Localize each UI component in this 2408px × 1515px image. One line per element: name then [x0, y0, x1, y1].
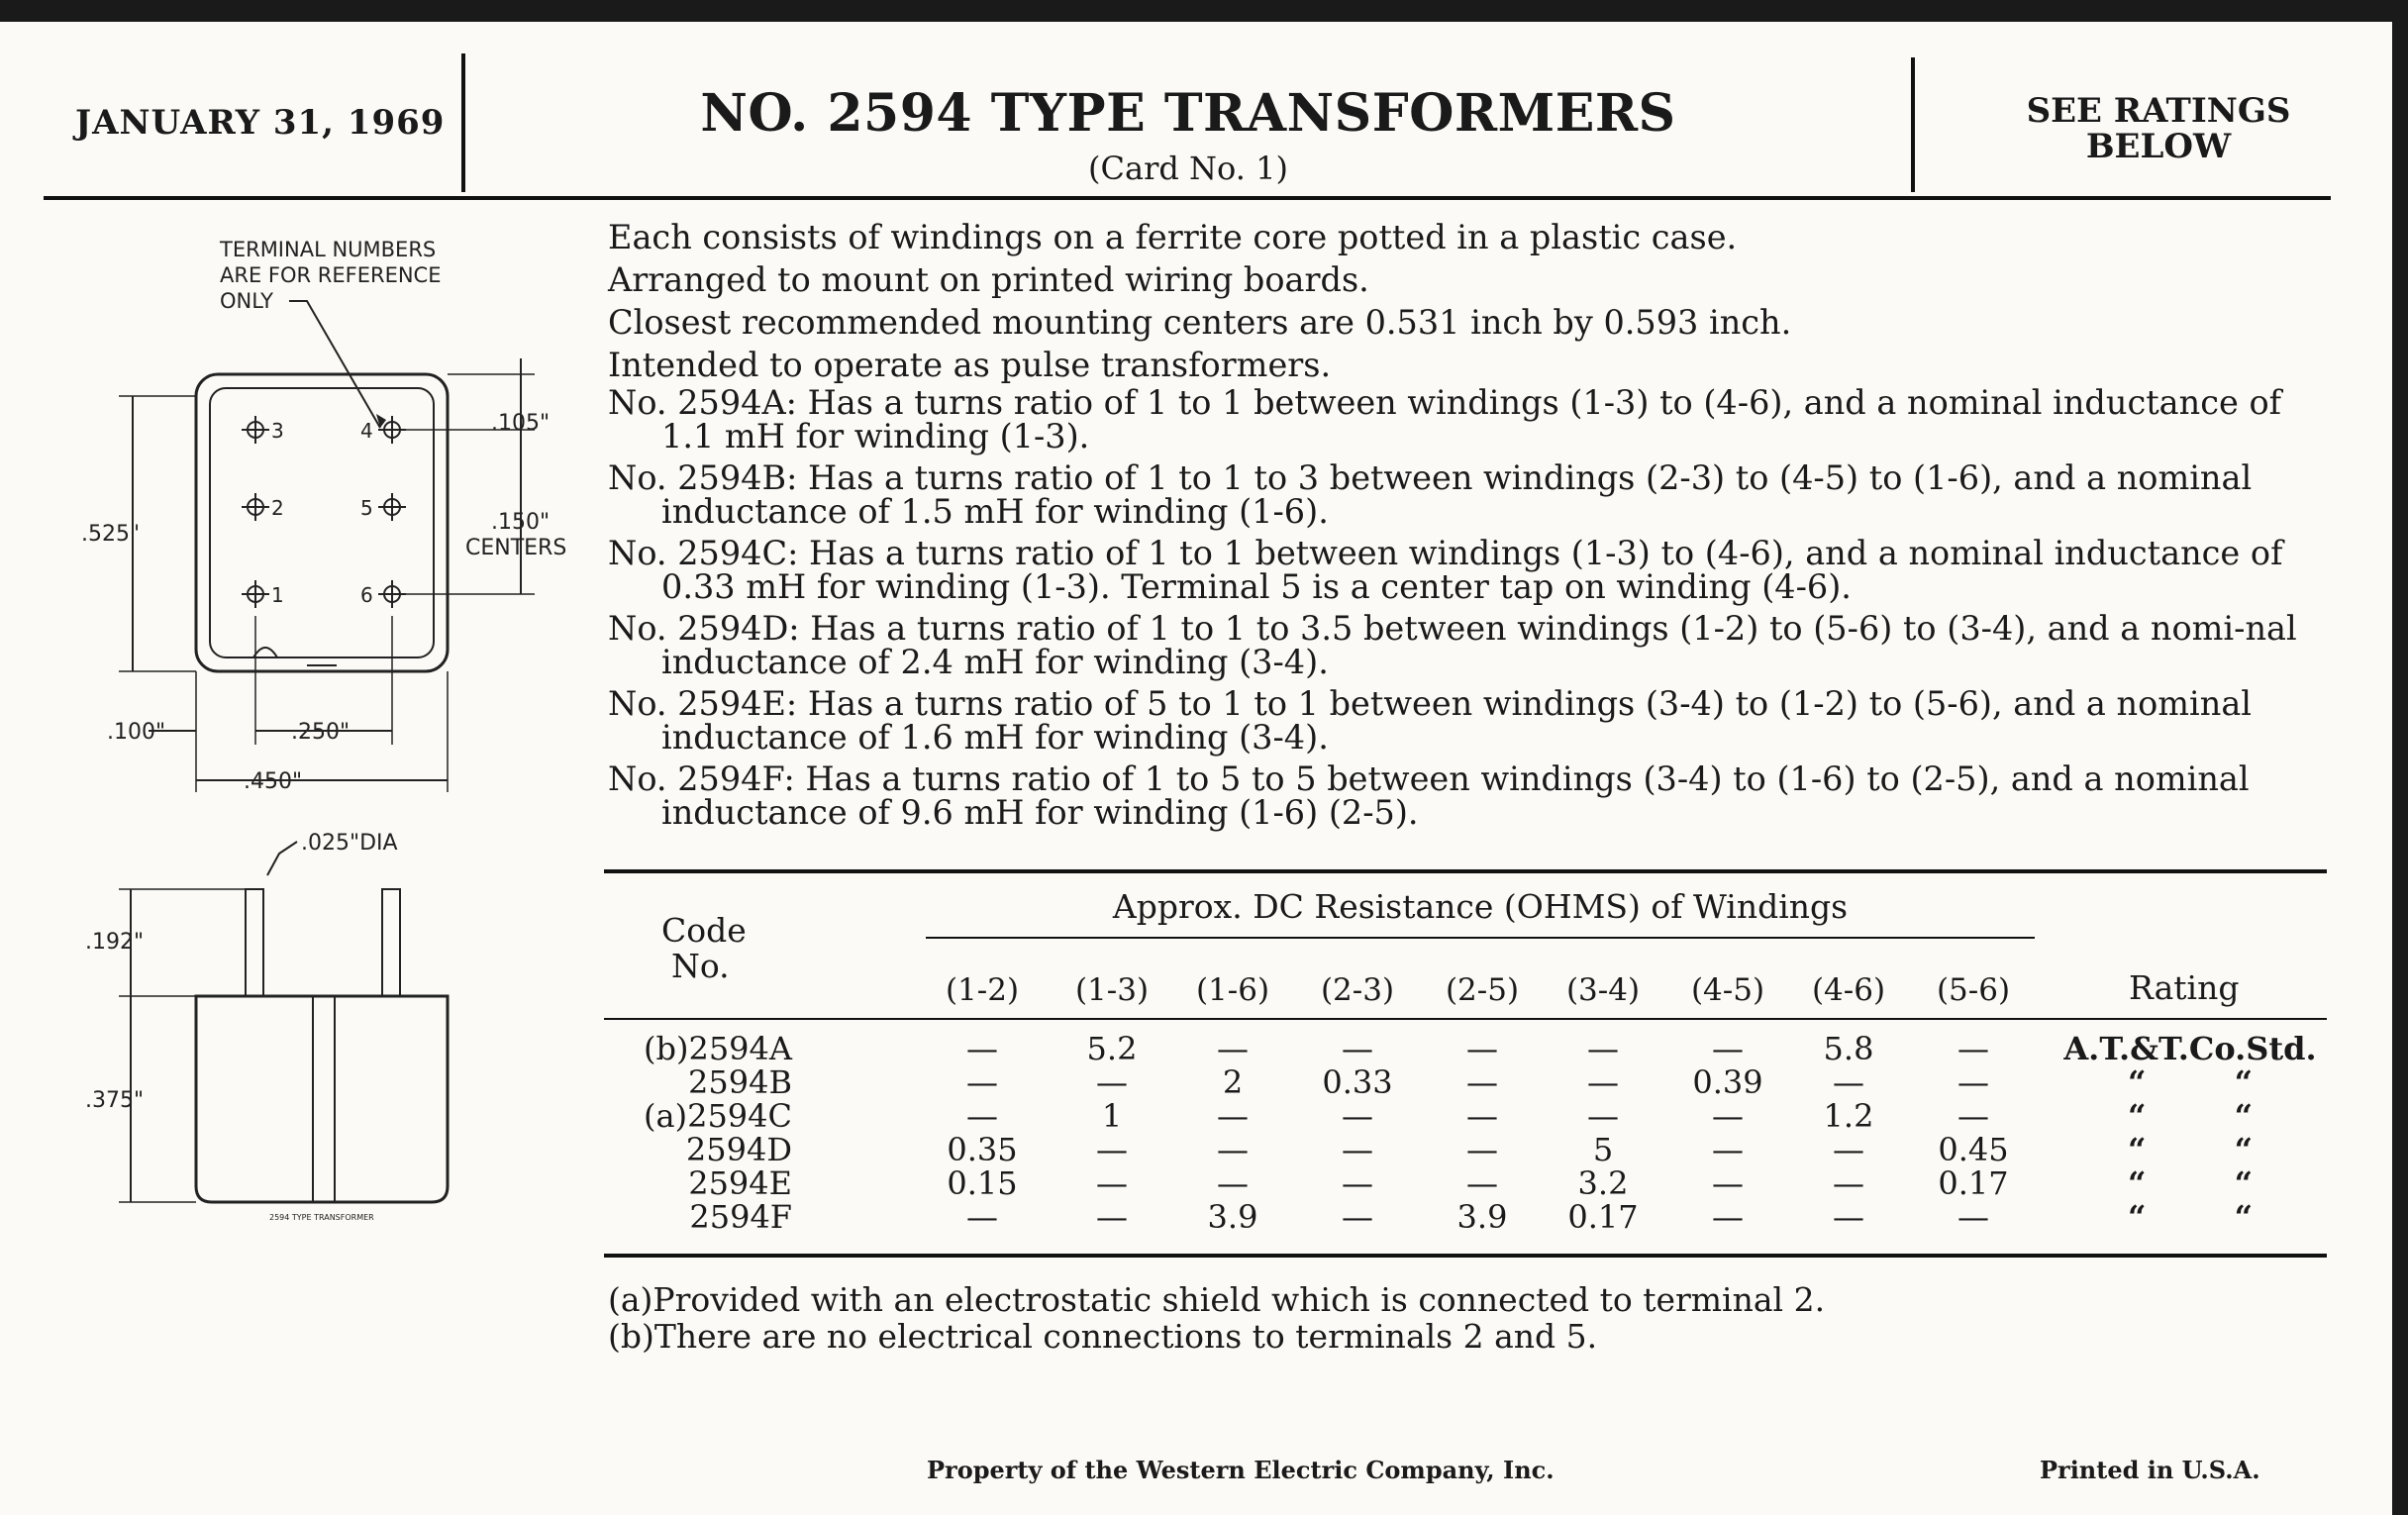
value-cell: —: [966, 1063, 998, 1101]
desc-item-2594d: No. 2594D: Has a turns ratio of 1 to 1 to 3.5 between windings (1-2) to (5-6) to (3-4), and a nomi-nal inductance of 2.4 mH for winding (3-4).: [608, 609, 2297, 681]
header-rule-table: [604, 1018, 2327, 1020]
group-header-underline: [926, 937, 2035, 939]
code-cell: 2594F: [689, 1198, 792, 1236]
table-row: [0, 1198, 2376, 1236]
value-cell: 0.17: [1938, 1164, 2009, 1202]
column-header: (4-5): [1690, 972, 1765, 1008]
value-cell: —: [1957, 1063, 1989, 1101]
dim-105: .105": [491, 411, 551, 436]
value-cell: 0.45: [1938, 1131, 2009, 1168]
dim-375: .375": [85, 1088, 145, 1113]
desc-item-2594c: No. 2594C: Has a turns ratio of 1 to 1 between windings (1-3) to (4-6), and a nominal inductance of 0.33 mH for winding (1-3). Terminal 5 is a center tap on winding (4-6).: [608, 534, 2283, 606]
value-cell: —: [1587, 1097, 1619, 1135]
svg-text:1: 1: [271, 583, 284, 607]
table-bottom-rule: [604, 1254, 2327, 1258]
value-cell: —: [1833, 1198, 1864, 1236]
table-row: [0, 1097, 2376, 1135]
value-cell: 3.9: [1207, 1198, 1258, 1236]
value-cell: —: [966, 1198, 998, 1236]
value-cell: —: [1466, 1097, 1498, 1135]
svg-text:6: 6: [360, 583, 373, 607]
code-header: [661, 913, 747, 984]
code-header-line2: No.: [671, 947, 730, 985]
column-header: (2-5): [1445, 972, 1520, 1008]
side-pin-left: [246, 889, 263, 996]
rating-cell: “ “: [2128, 1198, 2253, 1236]
value-cell: —: [966, 1030, 998, 1067]
footer-printed: Printed in U.S.A.: [2040, 1456, 2260, 1484]
card-title: NO. 2594 TYPE TRANSFORMERS: [700, 83, 1676, 144]
value-cell: —: [1957, 1097, 1989, 1135]
value-cell: —: [1217, 1030, 1249, 1067]
value-cell: 0.17: [1567, 1198, 1639, 1236]
value-cell: —: [1712, 1131, 1744, 1168]
code-cell: 2594E: [688, 1164, 792, 1202]
dim-450: .450": [244, 769, 303, 794]
column-header: (3-4): [1565, 972, 1641, 1008]
value-cell: 0.39: [1692, 1063, 1763, 1101]
value-cell: —: [1342, 1198, 1373, 1236]
code-cell: 2594D: [685, 1131, 792, 1168]
desc-line: Closest recommended mounting centers are 0.531 inch by 0.593 inch.: [608, 303, 1792, 342]
table-row: [0, 1131, 2376, 1168]
card-date: JANUARY 31, 1969: [75, 103, 446, 143]
footnote-a: (a)Provided with an electrostatic shield which is connected to terminal 2.: [608, 1280, 1826, 1319]
value-cell: —: [1096, 1131, 1128, 1168]
desc-line: Intended to operate as pulse transformers.: [608, 346, 1332, 384]
rating-header: Rating: [2129, 968, 2240, 1007]
value-cell: —: [1833, 1131, 1864, 1168]
key-notch: [253, 648, 277, 657]
value-cell: —: [1833, 1063, 1864, 1101]
value-cell: —: [1712, 1097, 1744, 1135]
value-cell: —: [1712, 1198, 1744, 1236]
rating-cell: A.T.&T.Co.Std.: [2063, 1030, 2317, 1067]
svg-text:3: 3: [271, 419, 284, 443]
footnotes: [608, 1281, 1825, 1355]
card-title-block: [465, 83, 1911, 187]
code-header-line1: Code: [661, 911, 747, 950]
value-cell: —: [966, 1097, 998, 1135]
svg-text:4: 4: [360, 419, 373, 443]
desc-item-2594f: No. 2594F: Has a turns ratio of 1 to 5 to 5 between windings (3-4) to (1-6) to (2-5), and a nominal inductance of 9.6 mH for winding (1-6) (2-5).: [608, 759, 2250, 832]
dim-025: .025"DIA: [301, 831, 398, 856]
value-cell: —: [1217, 1131, 1249, 1168]
rating-cell: “ “: [2128, 1131, 2253, 1168]
dim-525: .525": [81, 522, 141, 547]
dim-150: .150": [491, 510, 551, 535]
table-group-header: Approx. DC Resistance (OHMS) of Windings: [1112, 887, 1849, 926]
dim-192: .192": [85, 930, 145, 955]
value-cell: 3.9: [1456, 1198, 1508, 1236]
value-cell: —: [1587, 1063, 1619, 1101]
table-row: [0, 1164, 2376, 1202]
see-ratings-line2: BELOW: [2085, 127, 2232, 166]
dim-100: .100": [107, 720, 166, 745]
value-cell: —: [1096, 1164, 1128, 1202]
value-cell: —: [1096, 1063, 1128, 1101]
value-cell: —: [1587, 1030, 1619, 1067]
value-cell: 0.35: [947, 1131, 1018, 1168]
dim-centers: CENTERS: [465, 536, 567, 560]
value-cell: —: [1342, 1097, 1373, 1135]
value-cell: —: [1466, 1030, 1498, 1067]
column-header: (1-3): [1074, 972, 1150, 1008]
card-subtitle: (Card No. 1): [1088, 150, 1288, 187]
top-view-outline: [196, 374, 448, 671]
pin-6: [360, 580, 406, 608]
side-pin-right: [382, 889, 400, 996]
note-line3: ONLY: [220, 289, 273, 313]
rating-cell: “ “: [2128, 1063, 2253, 1101]
value-cell: —: [1096, 1198, 1128, 1236]
value-cell: —: [1957, 1198, 1989, 1236]
value-cell: —: [1712, 1030, 1744, 1067]
column-header: (1-2): [945, 972, 1020, 1008]
column-header: (4-6): [1811, 972, 1886, 1008]
desc-item-2594e: No. 2594E: Has a turns ratio of 5 to 1 to 1 between windings (3-4) to (1-2) to (5-6), and a nominal inductance of 1.6 mH for winding (3-4).: [608, 684, 2253, 757]
desc-line: Each consists of windings on a ferrite core potted in a plastic case.: [608, 218, 1738, 256]
rating-cell: “ “: [2128, 1097, 2253, 1135]
dim-250: .250": [291, 720, 351, 745]
value-cell: 2: [1222, 1063, 1244, 1101]
see-ratings-line1: SEE RATINGS: [2026, 91, 2291, 131]
note-leader: [289, 301, 380, 428]
value-cell: 0.15: [947, 1164, 1018, 1202]
value-cell: —: [1217, 1097, 1249, 1135]
value-cell: —: [1466, 1164, 1498, 1202]
code-cell: (a)2594C: [644, 1097, 792, 1135]
svg-text:2: 2: [271, 496, 284, 520]
note-line1: TERMINAL NUMBERS: [220, 238, 437, 261]
table-top-rule: [604, 869, 2327, 873]
note-line2: ARE FOR REFERENCE: [220, 263, 442, 287]
value-cell: —: [1466, 1063, 1498, 1101]
table-row: [0, 1030, 2376, 1067]
pin-5: [360, 493, 406, 521]
column-header: (2-3): [1320, 972, 1395, 1008]
column-header: (5-6): [1936, 972, 2011, 1008]
part-label: 2594 TYPE TRANSFORMER: [269, 1213, 374, 1222]
description: [608, 216, 2331, 838]
transformer-drawing: [0, 22, 594, 1222]
value-cell: 1.2: [1823, 1097, 1874, 1135]
rating-cell: “ “: [2128, 1164, 2253, 1202]
see-ratings: [1941, 93, 2376, 164]
value-cell: —: [1466, 1131, 1498, 1168]
value-cell: 5.2: [1086, 1030, 1138, 1067]
code-cell: (b)2594A: [644, 1030, 792, 1067]
pin-1: [242, 580, 284, 608]
value-cell: —: [1712, 1164, 1744, 1202]
value-cell: —: [1342, 1131, 1373, 1168]
value-cell: —: [1342, 1164, 1373, 1202]
pin-3: [242, 416, 284, 444]
footer-property: Property of the Western Electric Company, Inc.: [927, 1456, 1555, 1484]
pin-2: [242, 493, 284, 521]
code-cell: 2594B: [688, 1063, 792, 1101]
footnote-b: (b)There are no electrical connections to terminals 2 and 5.: [608, 1317, 1598, 1356]
value-cell: —: [1833, 1164, 1864, 1202]
header-divider-right: [1911, 57, 1915, 192]
value-cell: 5.8: [1823, 1030, 1874, 1067]
value-cell: 0.33: [1322, 1063, 1393, 1101]
value-cell: —: [1342, 1030, 1373, 1067]
data-card: [0, 22, 2392, 1515]
column-header: (1-6): [1195, 972, 1270, 1008]
desc-item-2594b: No. 2594B: Has a turns ratio of 1 to 1 to 3 between windings (2-3) to (4-5) to (1-6), and a nominal inductance of 1.5 mH for winding (1-6).: [608, 458, 2253, 531]
value-cell: 1: [1101, 1097, 1123, 1135]
desc-item-2594a: No. 2594A: Has a turns ratio of 1 to 1 between windings (1-3) to (4-6), and a nominal inductance of 1.1 mH for winding (1-3).: [608, 383, 2282, 455]
desc-line: Arranged to mount on printed wiring boards.: [608, 260, 1369, 299]
value-cell: 5: [1592, 1131, 1614, 1168]
value-cell: 3.2: [1577, 1164, 1629, 1202]
value-cell: —: [1957, 1030, 1989, 1067]
value-cell: —: [1217, 1164, 1249, 1202]
svg-text:5: 5: [360, 496, 373, 520]
